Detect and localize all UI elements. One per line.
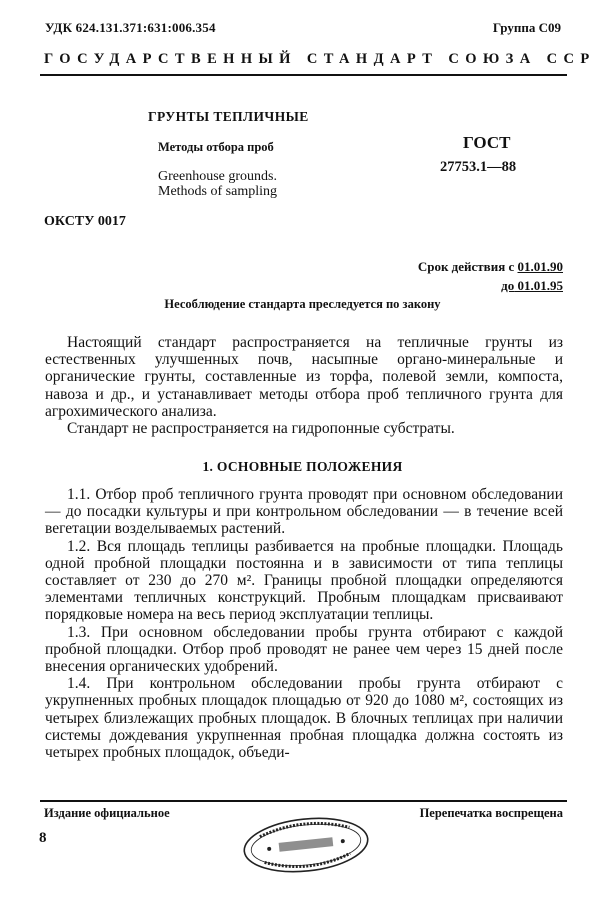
validity-from-date: 01.01.90 xyxy=(517,259,563,274)
document-subtitle: Методы отбора проб xyxy=(158,140,274,154)
validity-from-line xyxy=(418,257,563,276)
gost-label: ГОСТ xyxy=(463,133,511,152)
section-body xyxy=(45,486,563,761)
english-title xyxy=(158,169,358,199)
penalty-notice: Несоблюдение стандарта преследуется по закону xyxy=(164,297,441,311)
okstu-code: ОКСТУ 0017 xyxy=(44,214,126,229)
clause-1-3: 1.3. При основном обследовании пробы грунта отбирают с каждой пробной площадки. Отбор проб проводят не ранее чем через 15 дней после внесения органических удобрений. xyxy=(45,623,563,676)
intro-paragraph-2: Стандарт не распространяется на гидропонные субстраты. xyxy=(67,420,455,438)
bottom-rule xyxy=(40,800,567,802)
page-number: 8 xyxy=(39,830,47,846)
reprint-prohibited-label: Перепечатка воспрещена xyxy=(419,806,563,820)
english-title-line-1: Greenhouse grounds. xyxy=(158,169,277,184)
intro-text xyxy=(45,334,563,437)
english-title-line-2: Methods of sampling xyxy=(158,184,277,199)
library-stamp-icon xyxy=(239,814,374,876)
official-edition-label: Издание официальное xyxy=(44,806,170,820)
document-title: ГРУНТЫ ТЕПЛИЧНЫЕ xyxy=(148,109,309,124)
section-heading: 1. ОСНОВНЫЕ ПОЛОЖЕНИЯ xyxy=(202,459,403,474)
gost-number: 27753.1—88 xyxy=(440,159,517,175)
state-standard-heading: ГОСУДАРСТВЕННЫЙ СТАНДАРТ СОЮЗА ССР xyxy=(44,51,596,67)
clause-1-4: 1.4. При контрольном обследовании пробы грунта отбирают с укрупненных пробных площадок площадью от 920 до 1080 м², состоящих из четырех близлежащих пробных площадок. В блочных теплицах при наличии системы дождевания укрупненная пробная площадка должна состоять из четырех пробных площадок, объеди- xyxy=(45,675,563,762)
udk-code: УДК 624.131.371:631:006.354 xyxy=(45,20,216,35)
validity-to-line xyxy=(418,276,563,295)
clause-1-2: 1.2. Вся площадь теплицы разбивается на пробные площадки. Площадь одной пробной площадки постоянна и в зависимости от типа теплицы составляет от 230 до 270 м². Границы пробной площадки определяются элементами тепличных конструкций. Пробным площадкам присваивают порядковые номера на весь период эксплуатации теплицы. xyxy=(45,537,563,624)
intro-paragraph-1: Настоящий стандарт распространяется на тепличные грунты из естественных улучшенных почв, насыпные органо-минеральные и органические грунты, составленные из торфа, полевой земли, компоста, навоза и др., и устанавливает методы отбора проб тепличного грунта для агрохимического анализа. xyxy=(45,334,563,420)
validity-prefix: Срок действия с xyxy=(417,259,515,274)
group-code: Группа С09 xyxy=(492,20,561,35)
validity-to-prefix: до xyxy=(501,278,515,293)
clause-1-1: 1.1. Отбор проб тепличного грунта проводят при основном обследовании — до посадки культуры и при контрольном обследовании — в течение всей вегетации возделываемых растений. xyxy=(45,486,563,538)
validity-to-date: 01.01.95 xyxy=(517,278,563,293)
top-rule xyxy=(40,74,567,76)
validity-period xyxy=(418,257,563,295)
